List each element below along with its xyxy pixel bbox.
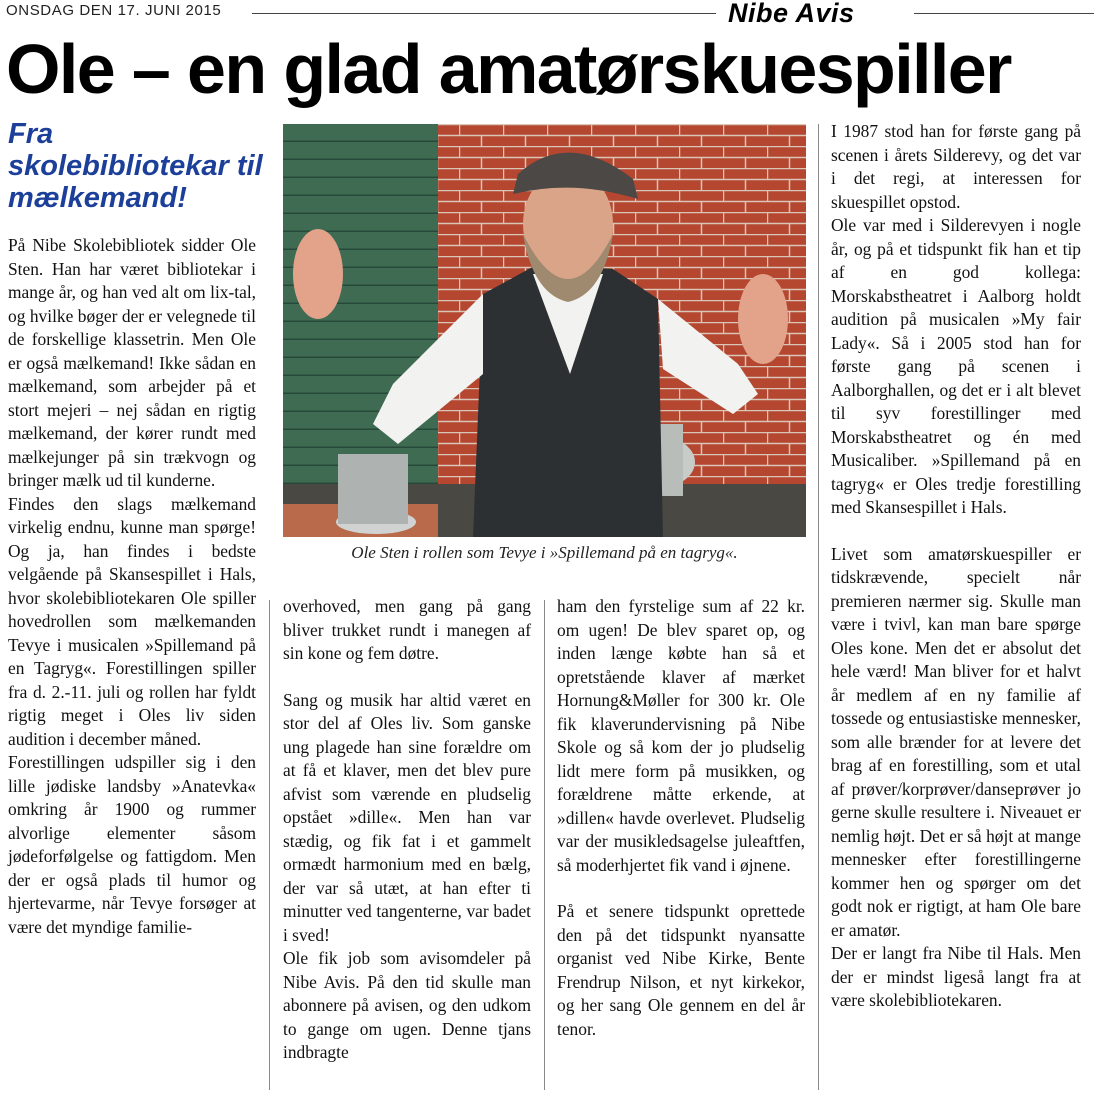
photo-illustration (283, 124, 806, 537)
masthead-logo: Nibe Avis (728, 0, 855, 28)
article-column-2 (283, 595, 531, 1065)
article-photo (283, 124, 806, 537)
paragraph: Ole var med i Silderevyen i nogle år, og på et tidspunkt fik han et tip af en god kollega: Morskabstheatret i Aalborg holdt audition på musicalen »My fair Lady«. Så i 2005 stod han for første gang på scenen i Aalborghallen, og det er i alt blevet til syv forestillinger med Morskabstheatret og én med Musicaliber. »Spillemand på en tagryg« er Oles tredje forestilling med Skansespillet i Hals. (831, 215, 1081, 517)
dateline: ONSDAG DEN 17. JUNI 2015 (6, 2, 222, 19)
paragraph: På Nibe Skolebibliotek sidder Ole Sten. Han har været bibliotekar i mange år, og han ved alt om lix-tal, og hvilke bøger der er velegnede til de forskellige klassetrin. Men Ole er også mælkemand! Ikke sådan en mælkemand, som arbejder på et stort mejeri – nej sådan en rigtig mælkemand, der kører rundt med mælkejunger på sin trækvogn og bringer mælk ud til kunderne. (8, 235, 256, 490)
article-column-4 (831, 120, 1081, 1013)
column-divider (269, 600, 270, 1090)
paragraph: Forestillingen udspiller sig i den lille jødiske landsby »Anatevka« omkring år 1900 og rummer alvorlige elementer såsom jødeforfølgelse og fattigdom. Men der er også plads til humor og hjertevarme, når Tevye forsøger at være det myndige familie- (8, 752, 256, 937)
paragraph: I 1987 stod han for første gang på scenen i årets Silderevy, og det var i det regi, at interessen for skuespillet opstod. (831, 121, 1081, 212)
article-column-1 (8, 234, 256, 939)
paragraph: overhoved, men gang på gang bliver trukket rundt i manegen af sin kone og fem døtre. (283, 596, 531, 663)
paragraph: Der er langt fra Nibe til Hals. Men der er mindst ligeså langt fra at være skolebibliotekaren. (831, 943, 1081, 1010)
header-rule-left (252, 13, 716, 14)
subheadline: Fra skolebibliotekar til mælkemand! (8, 118, 263, 214)
column-divider (544, 600, 545, 1090)
photo-caption: Ole Sten i rollen som Tevye i »Spillemand på en tagryg«. (351, 543, 738, 562)
headline: Ole – en glad amatørskuespiller (6, 30, 1011, 108)
paragraph: Ole fik job som avisomdeler på Nibe Avis. På den tid skulle man abonnere på avisen, og den udkom to gange om ugen. Denne tjans indbragte (283, 948, 531, 1062)
paragraph: På et senere tidspunkt oprettede den på det tidspunkt nyansatte organist ved Nibe Kirke, Bente Frendrup Nilson, et nyt kirkekor, og her sang Ole gennem en del år tenor. (557, 901, 805, 1039)
paragraph: Livet som amatørskuespiller er tidskrævende, specielt når premieren nærmer sig. Skulle man være i tvivl, kan man bare spørge Oles kone. Men det er absolut det hele værd! Man bliver for et halvt år medlem af en ny familie af tossede og entusiastiske mennesker, som alle brænder for at levere det brag af en forestilling, som et utal af prøver/korprøver/danseprøver jo gerne skulle resultere i. Niveauet er nemlig højt. Det er så højt at mange mennesker efter forestillingerne kommer hen og spørger om det godt nok er rigtigt, at ham Ole bare er amatør. (831, 543, 1081, 940)
paragraph: Sang og musik har altid været en stor del af Oles liv. Som ganske ung plagede han sine forældre om at få et klaver, men det blev pure afvist som værende en pludselig opstået »dille«. Men han var stædig, og fik fat i et gammelt ormædt harmonium med en bælg, der var så utæt, at han efter ti minutter ved tangenterne, var badet i sved! (283, 689, 531, 945)
paragraph: ham den fyrstelige sum af 22 kr. om ugen! De blev sparet op, og inden længe købte han så et opretstående klaver af mærket Hornung&Møller for 300 kr. Ole fik klaverundervisning på Nibe Skole og så kom der jo pludselig lidt mere form på musikken, og forældrene måtte erkende, at »dillen« havde overlevet. Pludselig var der musikledsagelse juleaftfen, så moderhjertet fik vand i øjnene. (557, 596, 805, 875)
header-rule-right (914, 13, 1094, 14)
paragraph: Findes den slags mælkemand virkelig endnu, kunne man spørge! Og ja, han findes i bedste velgående på Skansespillet i Hals, hvor skolebibliotekaren Ole spiller hovedrollen som mælkemanden Tevye i musicalen »Spillemand på en Tagryg«. Forestillingen spiller fra d. 2.-11. juli og rollen har fyldt rigtig meget i Oles liv siden audition i december måned. (8, 493, 256, 749)
article-column-3 (557, 595, 805, 1041)
column-divider (818, 124, 819, 1090)
